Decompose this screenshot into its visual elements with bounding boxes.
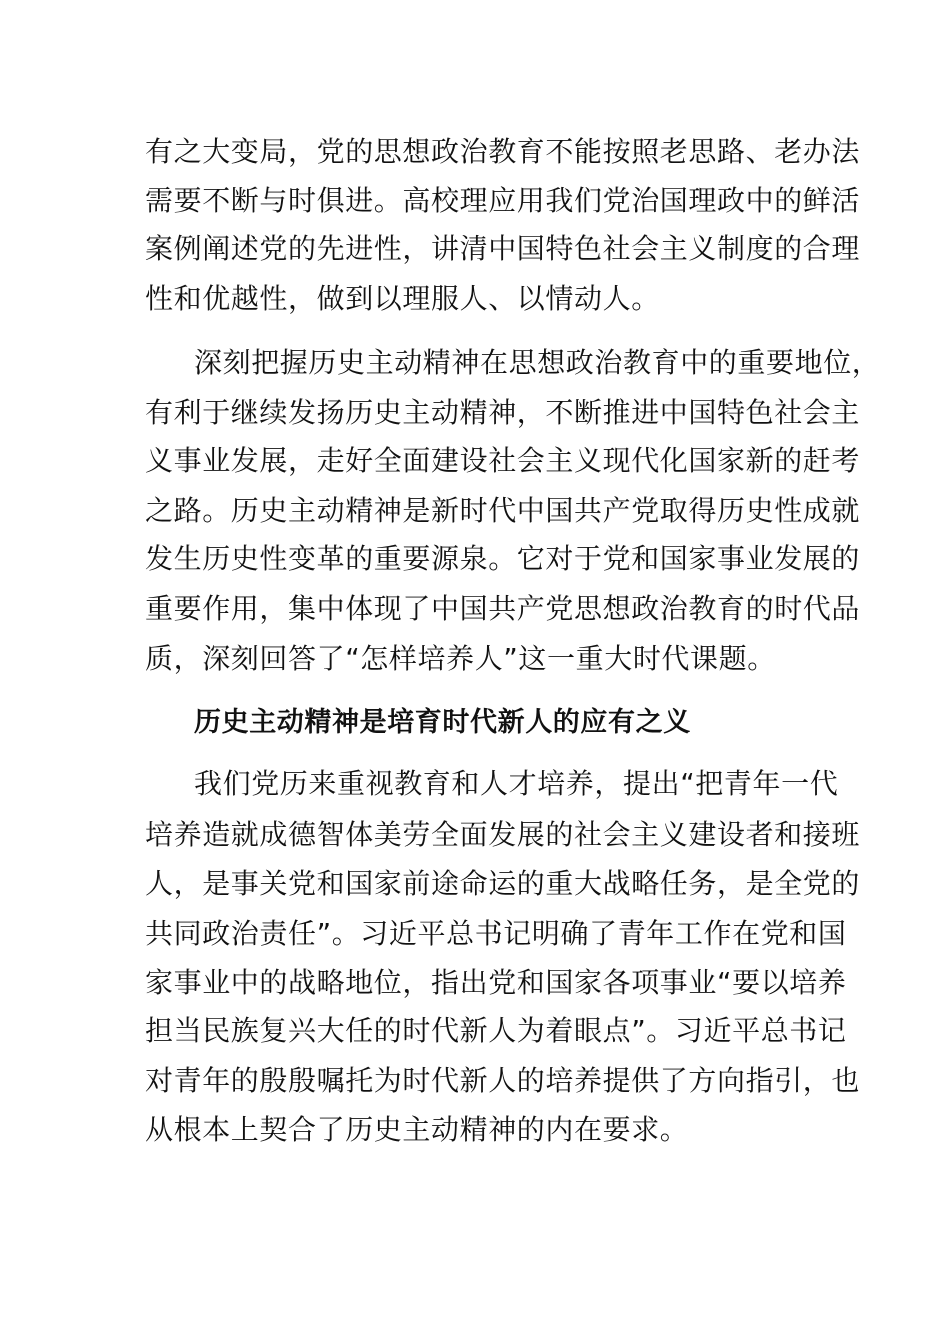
paragraph-3-line-2: 培养造就成德智体美劳全面发展的社会主义建设者和接班: [145, 818, 861, 851]
paragraph-1-line-1: 有之大变局，党的思想政治教育不能按照老思路、老办法: [145, 135, 861, 168]
paragraph-3-line-4: 共同政治责任”。习近平总书记明确了青年工作在党和国: [145, 917, 847, 950]
paragraph-2-line-4: 之路。历史主动精神是新时代中国共产党取得历史性成就: [145, 494, 861, 527]
paragraph-2-line-2: 有利于继续发扬历史主动精神，不断推进中国特色社会主: [145, 396, 861, 429]
paragraph-2-line-6: 重要作用，集中体现了中国共产党思想政治教育的时代品: [145, 592, 861, 625]
section-heading: 历史主动精神是培育时代新人的应有之义: [194, 707, 691, 738]
paragraph-3-line-3: 人，是事关党和国家前途命运的重大战略任务，是全党的: [145, 867, 861, 900]
paragraph-2-line-7: 质，深刻回答了“怎样培养人”这一重大时代课题。: [145, 642, 776, 675]
paragraph-1-line-4: 性和优越性，做到以理服人、以情动人。: [145, 282, 660, 315]
paragraph-3-line-6: 担当民族复兴大任的时代新人为着眼点”。习近平总书记: [145, 1014, 847, 1047]
paragraph-1-line-2: 需要不断与时俱进。高校理应用我们党治国理政中的鲜活: [145, 184, 861, 217]
paragraph-3-line-5: 家事业中的战略地位，指出党和国家各项事业“要以培养: [145, 966, 847, 999]
paragraph-2-line-5: 发生历史性变革的重要源泉。它对于党和国家事业发展的: [145, 542, 861, 575]
paragraph-2-line-1: 深刻把握历史主动精神在思想政治教育中的重要地位，: [194, 346, 881, 379]
paragraph-3-line-7: 对青年的殷殷嘱托为时代新人的培养提供了方向指引，也: [145, 1064, 861, 1097]
paragraph-2-line-3: 义事业发展，走好全面建设社会主义现代化国家新的赶考: [145, 444, 861, 477]
paragraph-3-line-8: 从根本上契合了历史主动精神的内在要求。: [145, 1113, 689, 1146]
paragraph-1-line-3: 案例阐述党的先进性，讲清中国特色社会主义制度的合理: [145, 232, 861, 265]
paragraph-3-line-1: 我们党历来重视教育和人才培养，提出“把青年一代: [194, 767, 839, 800]
